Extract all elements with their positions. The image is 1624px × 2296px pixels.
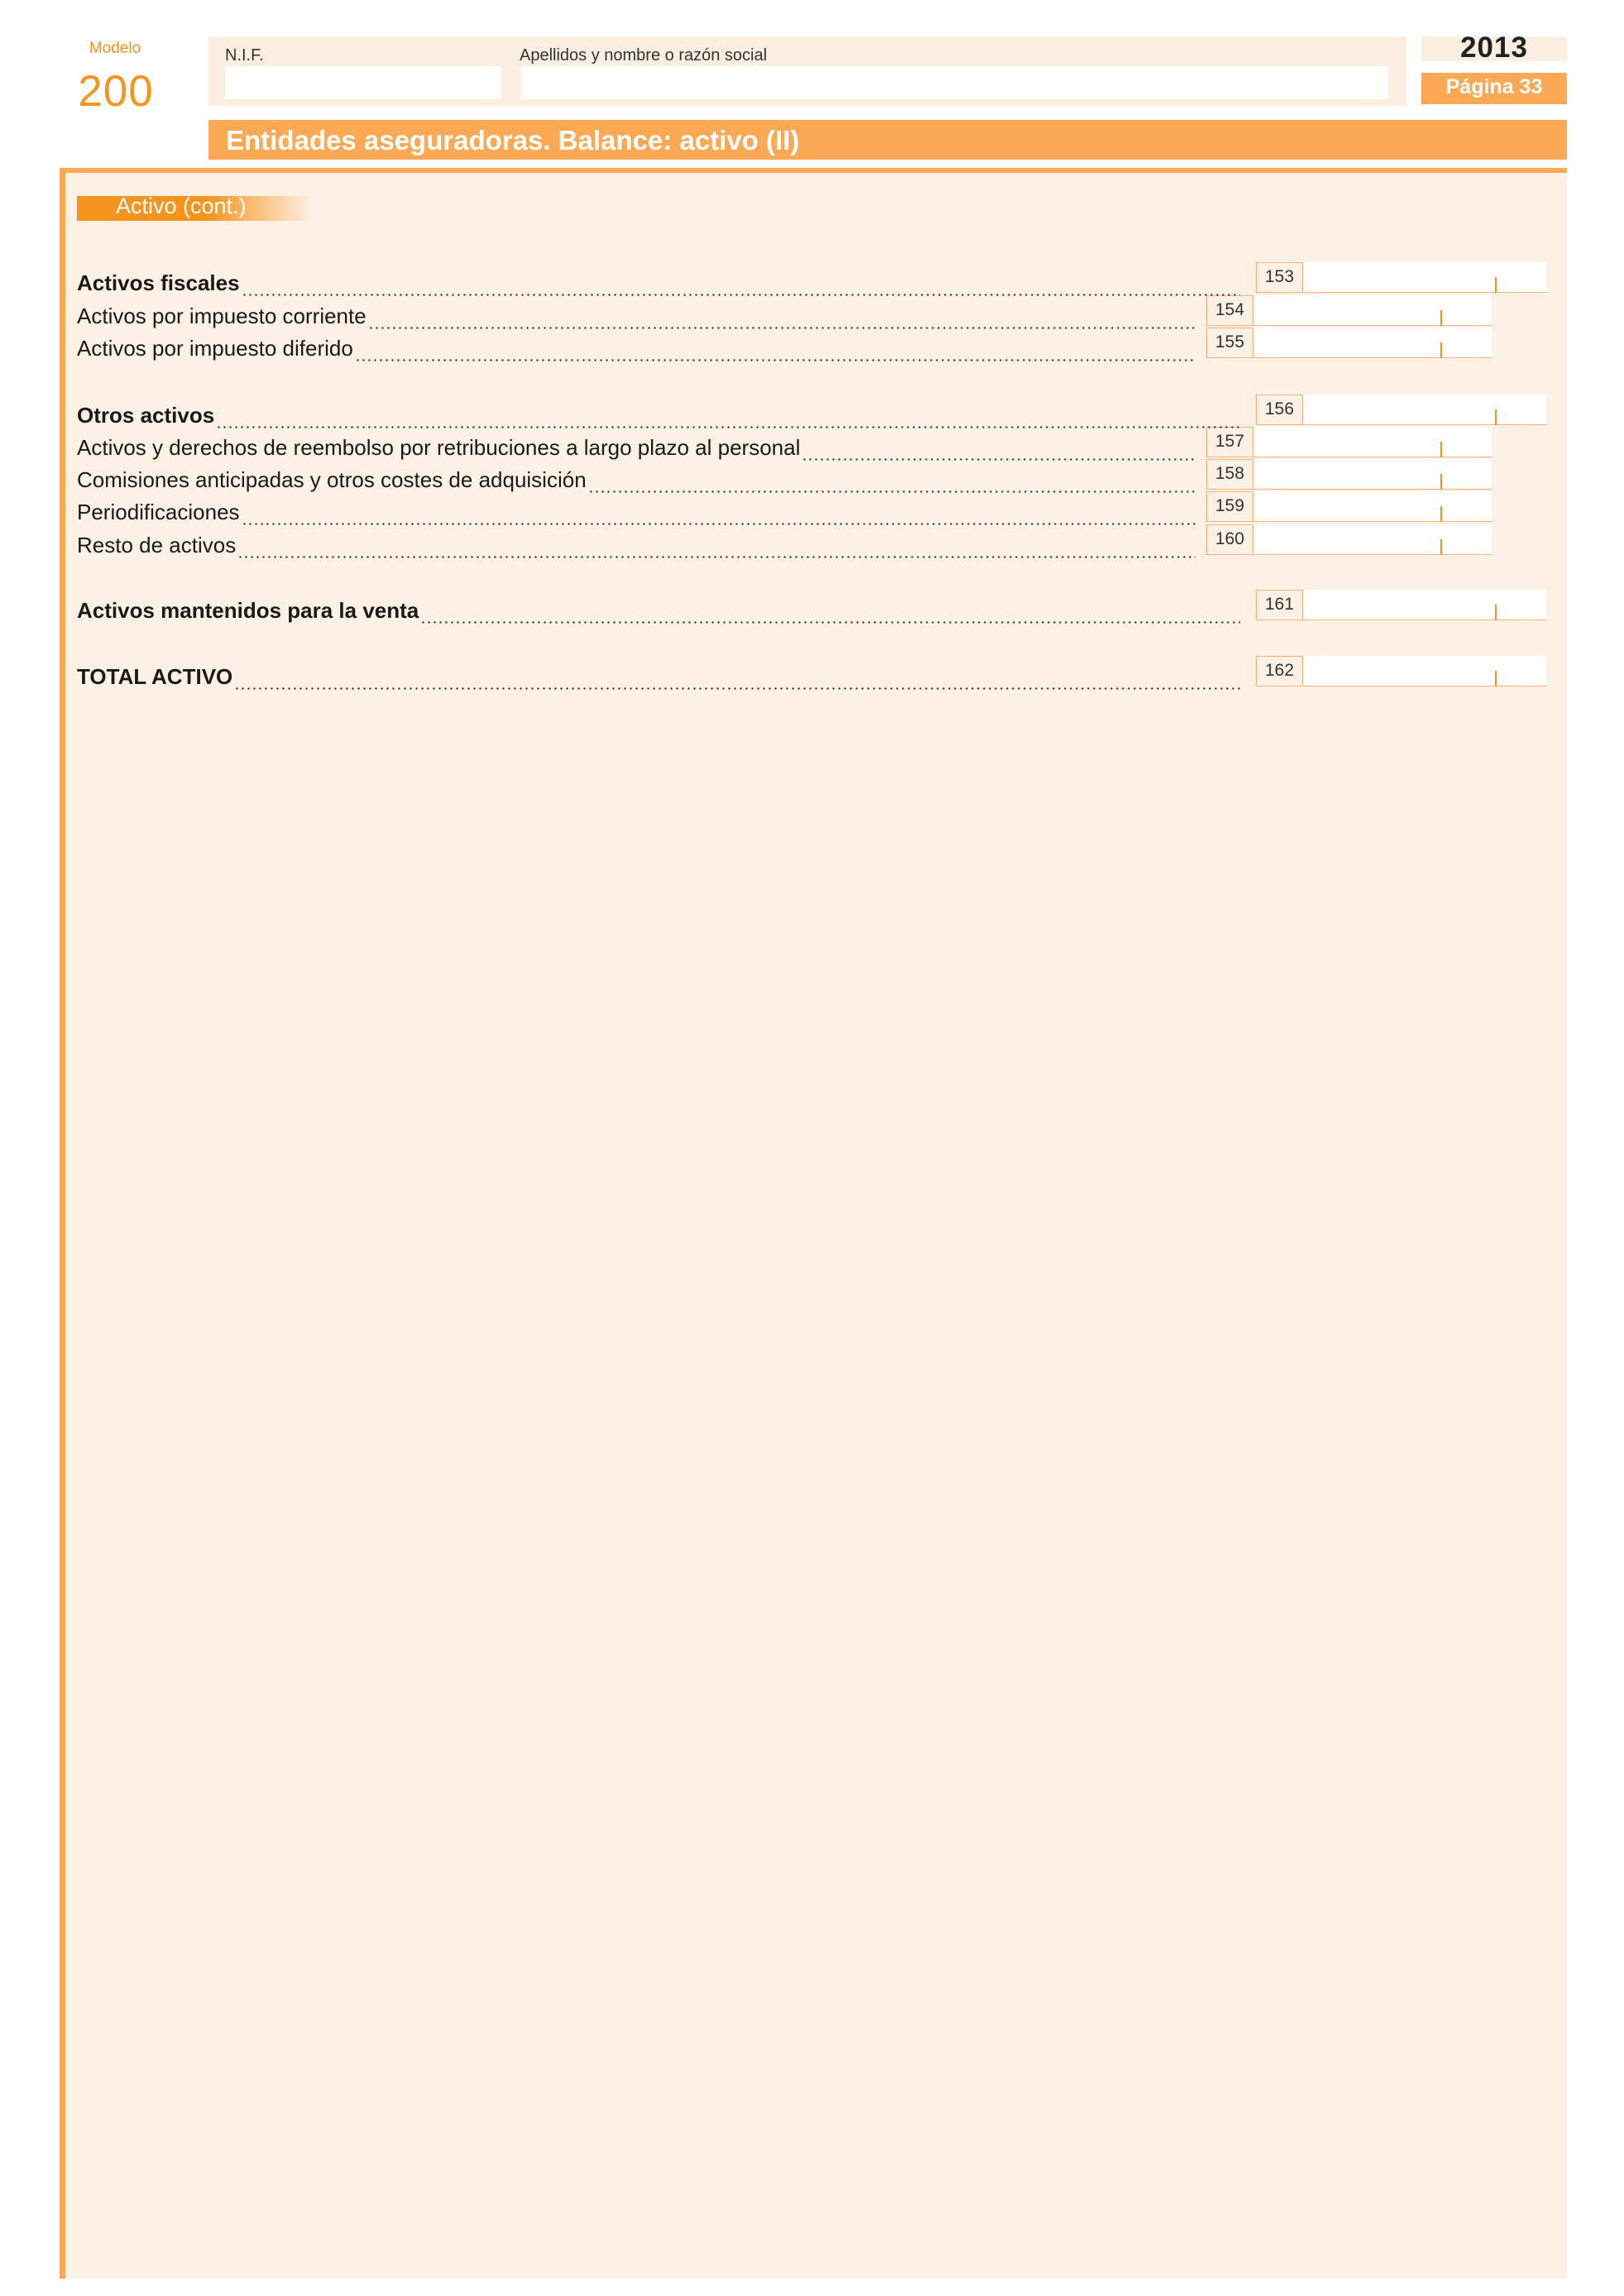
dotted-leader [216,426,1240,428]
row-label-154: Activos por impuesto corriente [77,304,366,328]
row-label-156: Otros activos [77,403,215,428]
box-code-160: 160 [1206,524,1253,555]
row-label-159: Periodificaciones [77,500,240,524]
dotted-leader [242,294,1240,296]
box-code-161: 161 [1256,590,1303,620]
row-label-157: Activos y derechos de reembolso por retribuciones a largo plazo al personal [77,435,801,460]
row-label-161: Activos mantenidos para la venta [77,598,419,623]
dotted-leader [588,490,1195,493]
amount-field-153[interactable] [1303,262,1546,293]
dotted-leader [242,523,1195,525]
nif-field[interactable] [225,66,501,99]
row-label-153: Activos fiscales [77,270,240,295]
decimal-separator-mark [1495,671,1497,686]
amount-field-159[interactable] [1253,491,1492,522]
nif-label: N.I.F. [225,46,264,65]
box-code-162: 162 [1256,656,1303,686]
top-border [60,168,1567,173]
box-code-157: 157 [1206,427,1253,457]
amount-field-156[interactable] [1303,395,1546,425]
decimal-separator-mark [1440,342,1442,358]
amount-field-158[interactable] [1253,459,1492,490]
name-field[interactable] [521,66,1388,99]
decimal-separator-mark [1440,506,1442,522]
page-title: Entidades aseguradoras. Balance: activo (II) [226,125,800,155]
dotted-leader [237,556,1195,558]
box-code-159: 159 [1206,491,1253,522]
year-text: 2013 [1460,31,1528,64]
dotted-leader [234,687,1240,690]
box-code-156: 156 [1256,395,1303,425]
amount-field-160[interactable] [1253,524,1492,555]
modelo-number: 200 [78,67,154,116]
amount-field-157[interactable] [1253,427,1492,457]
amount-field-162[interactable] [1303,656,1546,686]
row-label-155: Activos por impuesto diferido [77,336,353,361]
amount-field-154[interactable] [1253,295,1492,326]
dotted-leader [368,327,1195,329]
decimal-separator-mark [1495,605,1497,620]
box-code-154: 154 [1206,295,1253,326]
decimal-separator-mark [1440,442,1442,457]
dotted-leader [420,621,1240,624]
decimal-separator-mark [1495,277,1497,293]
dotted-leader [355,359,1195,361]
row-label-162: TOTAL ACTIVO [77,664,233,689]
amount-field-155[interactable] [1253,328,1492,358]
name-label: Apellidos y nombre o razón social [520,46,768,65]
box-code-155: 155 [1206,328,1253,358]
left-border [60,168,65,2279]
box-code-153: 153 [1256,262,1303,293]
amount-field-161[interactable] [1303,590,1546,620]
row-label-160: Resto de activos [77,533,237,557]
page-number: Página 33 [1445,75,1543,98]
row-label-158: Comisiones anticipadas y otros costes de adquisición [77,467,587,492]
decimal-separator-mark [1440,539,1442,555]
dotted-leader [802,458,1195,461]
section-title: Activo (cont.) [116,194,247,218]
modelo-label: Modelo [89,40,141,57]
decimal-separator-mark [1495,409,1497,425]
box-code-158: 158 [1206,459,1253,490]
decimal-separator-mark [1440,310,1442,326]
decimal-separator-mark [1440,474,1442,490]
